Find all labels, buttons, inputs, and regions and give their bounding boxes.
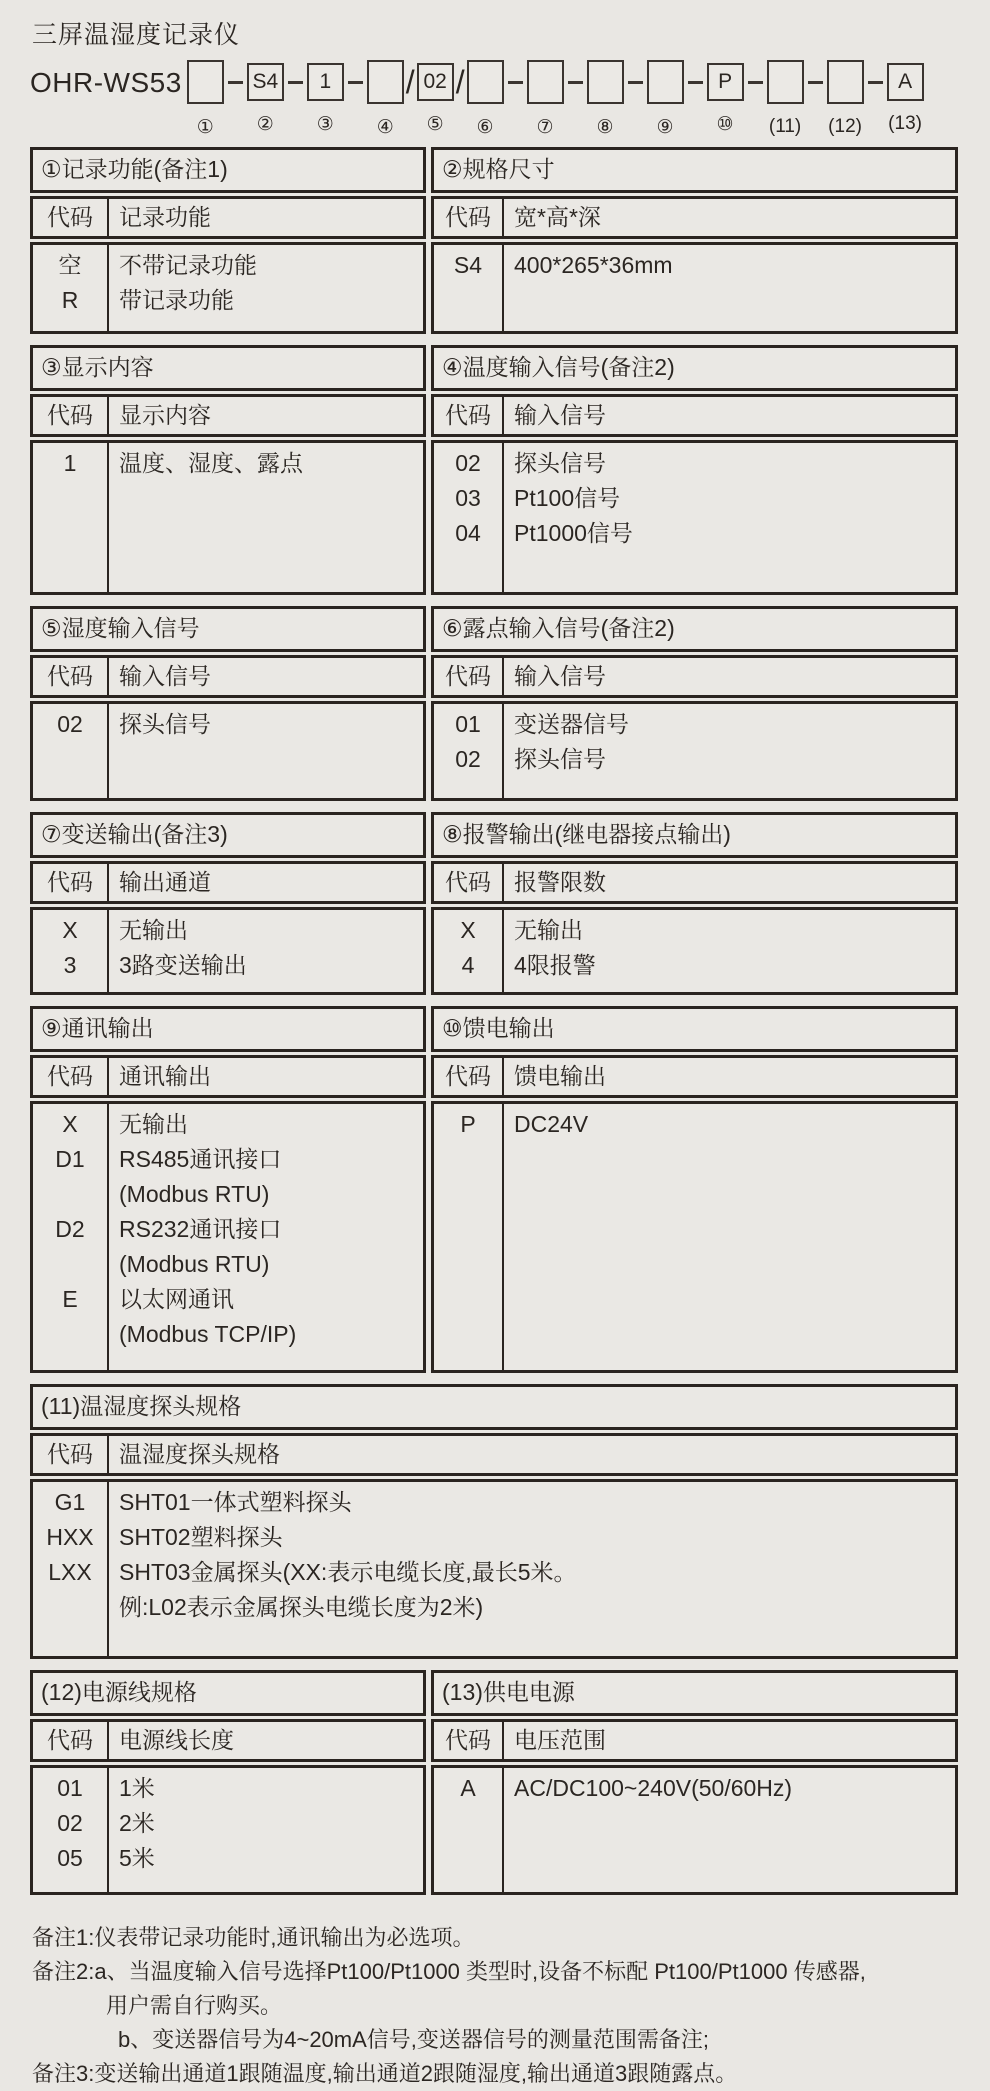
code-column <box>33 1482 109 1656</box>
code-column <box>434 910 504 992</box>
desc-cell: 2米 <box>119 1810 155 1836</box>
section-s11 <box>30 1384 958 1659</box>
model-position-label-12: (12) <box>828 116 862 137</box>
section-body <box>30 907 426 995</box>
dash-icon <box>508 81 523 84</box>
desc-cell: (Modbus RTU) <box>119 1251 270 1277</box>
section-header-row <box>431 1719 958 1762</box>
model-code-box-1 <box>187 60 224 104</box>
footnote-line-1: 备注1:仪表带记录功能时,通讯输出为必选项。 <box>32 1925 475 1950</box>
model-position-8 <box>587 60 624 139</box>
dash-separator <box>568 60 583 104</box>
dash-separator <box>508 60 523 104</box>
product-title: 三屏温湿度记录仪 <box>32 21 241 49</box>
model-position-11 <box>767 60 804 138</box>
code-cell: 01 <box>57 1775 83 1801</box>
column-header-desc: 记录功能 <box>119 204 211 230</box>
model-position-label-5: ⑤ <box>426 114 444 135</box>
column-header-code: 代码 <box>33 864 109 901</box>
column-header-code: 代码 <box>434 658 504 695</box>
desc-column <box>109 443 423 592</box>
section-row-6 <box>30 1384 962 1659</box>
code-cell: G1 <box>54 1489 86 1515</box>
dash-icon <box>868 81 883 84</box>
desc-cell: 带记录功能 <box>119 287 234 313</box>
section-row-7 <box>30 1670 962 1895</box>
dash-separator <box>628 60 643 104</box>
section-title: ⑥露点输入信号(备注2) <box>431 606 958 652</box>
code-column <box>33 1768 109 1892</box>
section-header-row <box>30 1433 958 1476</box>
column-header-desc: 显示内容 <box>119 402 211 428</box>
desc-column <box>109 1482 955 1656</box>
section-s3 <box>30 345 426 595</box>
desc-cell: SHT02塑料探头 <box>119 1524 283 1550</box>
model-position-13 <box>887 60 924 135</box>
section-s8 <box>431 812 958 995</box>
section-body <box>30 440 426 595</box>
code-cell: 4 <box>461 952 475 978</box>
desc-cell: 4限报警 <box>514 952 596 978</box>
desc-column <box>109 1768 423 1892</box>
desc-column <box>109 910 423 992</box>
code-cell: 03 <box>455 485 481 511</box>
model-position-label-4: ④ <box>376 117 394 138</box>
dash-icon <box>568 81 583 84</box>
column-header-code: 代码 <box>434 1058 504 1095</box>
dash-separator <box>348 60 363 104</box>
model-code-box-4 <box>367 60 404 104</box>
dash-icon <box>808 81 823 84</box>
section-row-1 <box>30 147 962 334</box>
desc-column <box>504 245 955 331</box>
model-code-box-7 <box>527 60 564 104</box>
code-cell: 02 <box>455 450 481 476</box>
desc-cell: 温度、湿度、露点 <box>119 450 303 476</box>
column-header-desc: 报警限数 <box>514 869 606 895</box>
desc-cell: 探头信号 <box>119 711 211 737</box>
model-position-12 <box>827 60 864 138</box>
dash-separator <box>228 60 243 104</box>
desc-cell: (Modbus TCP/IP) <box>119 1321 297 1347</box>
model-position-label-13: (13) <box>888 113 922 134</box>
column-header-code: 代码 <box>33 658 109 695</box>
column-header-desc: 电压范围 <box>514 1727 606 1753</box>
section-body <box>30 242 426 334</box>
model-position-label-7: ⑦ <box>536 117 554 138</box>
section-title: ④温度输入信号(备注2) <box>431 345 958 391</box>
section-title: ⑩馈电输出 <box>431 1006 958 1052</box>
slash-separator: / <box>405 63 415 100</box>
code-cell: 02 <box>57 711 83 737</box>
footnote-line-3: 用户需自行购买。 <box>106 1993 283 2018</box>
section-row-4 <box>30 812 962 995</box>
model-code-box-11 <box>767 60 804 104</box>
model-position-10 <box>707 60 744 136</box>
code-column <box>434 443 504 592</box>
footnote-line-4: b、变送器信号为4~20mA信号,变送器信号的测量范围需备注; <box>118 2027 710 2052</box>
model-position-4 <box>367 60 404 139</box>
code-cell: D2 <box>55 1216 85 1242</box>
code-cell: HXX <box>46 1524 94 1550</box>
desc-cell: 1米 <box>119 1775 155 1801</box>
model-position-label-11: (11) <box>768 116 802 137</box>
desc-column <box>504 910 955 992</box>
section-s13 <box>431 1670 958 1895</box>
model-code-box-10: P <box>707 63 744 101</box>
dash-icon <box>228 81 243 84</box>
code-cell <box>33 1177 107 1212</box>
desc-cell: RS485通讯接口 <box>119 1146 282 1172</box>
column-header-code: 代码 <box>434 199 504 236</box>
section-header-row <box>431 196 958 239</box>
model-position-2 <box>247 60 284 136</box>
column-header-code: 代码 <box>33 1722 109 1759</box>
section-header-row <box>431 861 958 904</box>
column-header-code: 代码 <box>434 397 504 434</box>
footnote-line-5: 备注3:变送输出通道1跟随温度,输出通道2跟随湿度,输出通道3跟随露点。 <box>32 2061 738 2086</box>
code-column <box>434 245 504 331</box>
section-body <box>431 1101 958 1373</box>
desc-cell: AC/DC100~240V(50/60Hz) <box>514 1775 793 1801</box>
dash-icon <box>288 81 303 84</box>
model-code-box-5: 02 <box>417 63 454 101</box>
section-body <box>431 242 958 334</box>
column-header-desc: 电源线长度 <box>119 1727 234 1753</box>
dash-separator <box>288 60 303 104</box>
section-s2 <box>431 147 958 334</box>
section-s1 <box>30 147 426 334</box>
dash-separator <box>808 60 823 104</box>
desc-cell: Pt1000信号 <box>514 520 633 546</box>
code-cell: R <box>61 287 79 313</box>
code-column <box>434 1768 504 1892</box>
model-position-6 <box>467 60 504 139</box>
model-position-5 <box>417 60 454 136</box>
section-s10 <box>431 1006 958 1373</box>
code-column <box>33 910 109 992</box>
section-body <box>431 907 958 995</box>
model-code-box-8 <box>587 60 624 104</box>
code-column <box>434 704 504 798</box>
column-header-desc: 温湿度探头规格 <box>119 1441 280 1467</box>
section-header-row <box>30 196 426 239</box>
dash-icon <box>348 81 363 84</box>
desc-column <box>504 1104 955 1370</box>
model-position-label-8: ⑧ <box>596 117 614 138</box>
section-body <box>30 1765 426 1895</box>
code-cell: X <box>460 917 476 943</box>
model-code-diagram <box>30 60 962 139</box>
section-body <box>431 701 958 801</box>
model-code-box-13: A <box>887 63 924 101</box>
code-cell: X <box>62 1111 78 1137</box>
code-column <box>33 704 109 798</box>
code-cell: S4 <box>453 252 483 278</box>
section-header-row <box>30 861 426 904</box>
section-s6 <box>431 606 958 801</box>
section-header-row <box>30 1055 426 1098</box>
model-position-9 <box>647 60 684 139</box>
section-title: ⑧报警输出(继电器接点输出) <box>431 812 958 858</box>
column-header-desc: 输入信号 <box>119 663 211 689</box>
desc-cell: 以太网通讯 <box>119 1286 234 1312</box>
desc-cell: 例:L02表示金属探头电缆长度为2米) <box>119 1594 484 1620</box>
desc-cell: 不带记录功能 <box>119 252 257 278</box>
section-header-row <box>30 655 426 698</box>
section-title: (11)温湿度探头规格 <box>30 1384 958 1430</box>
section-title: ③显示内容 <box>30 345 426 391</box>
dash-separator <box>868 60 883 104</box>
column-header-desc: 宽*高*深 <box>514 204 601 230</box>
desc-cell: RS232通讯接口 <box>119 1216 282 1242</box>
dash-icon <box>748 81 763 84</box>
section-s7 <box>30 812 426 995</box>
model-position-label-2: ② <box>256 114 274 135</box>
column-header-code: 代码 <box>33 199 109 236</box>
code-cell: A <box>460 1775 476 1801</box>
section-header-row <box>431 655 958 698</box>
desc-cell: 3路变送输出 <box>119 952 247 978</box>
code-cell: 02 <box>57 1810 83 1836</box>
section-title: (12)电源线规格 <box>30 1670 426 1716</box>
desc-column <box>109 704 423 798</box>
column-header-desc: 输入信号 <box>514 663 606 689</box>
model-code-box-6 <box>467 60 504 104</box>
desc-cell: 无输出 <box>119 917 188 943</box>
section-title: (13)供电电源 <box>431 1670 958 1716</box>
section-body <box>431 440 958 595</box>
model-position-label-10: ⑩ <box>716 114 734 135</box>
model-code-box-3: 1 <box>307 63 344 101</box>
section-s12 <box>30 1670 426 1895</box>
code-cell: X <box>62 917 78 943</box>
desc-cell: (Modbus RTU) <box>119 1181 270 1207</box>
column-header-desc: 馈电输出 <box>514 1063 606 1089</box>
column-header-code: 代码 <box>434 1722 504 1759</box>
code-cell: LXX <box>48 1559 92 1585</box>
column-header-desc: 通讯输出 <box>119 1063 211 1089</box>
desc-cell: 无输出 <box>119 1111 188 1137</box>
code-cell <box>33 1317 107 1352</box>
section-row-3 <box>30 606 962 801</box>
model-position-label-6: ⑥ <box>476 117 494 138</box>
code-cell <box>33 1590 107 1625</box>
desc-cell: 400*265*36mm <box>514 252 673 278</box>
code-cell: 05 <box>57 1845 83 1871</box>
code-cell: 04 <box>455 520 481 546</box>
code-cell: 3 <box>63 952 77 978</box>
code-column <box>33 245 109 331</box>
column-header-code: 代码 <box>33 397 109 434</box>
section-body <box>30 1479 958 1659</box>
section-s9 <box>30 1006 426 1373</box>
column-header-desc: 输出通道 <box>119 869 211 895</box>
code-column <box>434 1104 504 1370</box>
desc-cell: SHT01一体式塑料探头 <box>119 1489 352 1515</box>
desc-column <box>504 1768 955 1892</box>
desc-cell: 无输出 <box>514 917 583 943</box>
code-cell: E <box>62 1286 78 1312</box>
section-header-row <box>30 394 426 437</box>
section-s5 <box>30 606 426 801</box>
model-code-box-9 <box>647 60 684 104</box>
code-cell: D1 <box>55 1146 85 1172</box>
code-column <box>33 443 109 592</box>
slash-separator: / <box>455 63 465 100</box>
model-code-box-2: S4 <box>247 63 284 101</box>
section-body <box>30 701 426 801</box>
desc-cell: 探头信号 <box>514 746 606 772</box>
desc-cell: DC24V <box>514 1111 589 1137</box>
section-title: ⑨通讯输出 <box>30 1006 426 1052</box>
desc-column <box>109 1104 423 1370</box>
desc-column <box>504 704 955 798</box>
model-position-3 <box>307 60 344 136</box>
code-cell: P <box>460 1111 476 1137</box>
model-code-box-12 <box>827 60 864 104</box>
dash-separator <box>688 60 703 104</box>
model-prefix: OHR-WS53 <box>30 67 182 98</box>
dash-icon <box>688 81 703 84</box>
section-title: ①记录功能(备注1) <box>30 147 426 193</box>
section-header-row <box>30 1719 426 1762</box>
model-position-1 <box>187 60 224 139</box>
section-row-5 <box>30 1006 962 1373</box>
desc-column <box>504 443 955 592</box>
desc-cell: Pt100信号 <box>514 485 621 511</box>
code-cell: 02 <box>455 746 481 772</box>
section-row-2 <box>30 345 962 595</box>
section-title: ⑦变送输出(备注3) <box>30 812 426 858</box>
dash-separator <box>748 60 763 104</box>
section-s4 <box>431 345 958 595</box>
code-cell: 空 <box>58 252 82 278</box>
section-header-row <box>431 394 958 437</box>
footnote-line-2: 备注2:a、当温度输入信号选择Pt100/Pt1000 类型时,设备不标配 Pt100/Pt1000 传感器, <box>32 1959 866 1984</box>
model-position-label-9: ⑨ <box>656 117 674 138</box>
model-position-7 <box>527 60 564 139</box>
column-header-code: 代码 <box>434 864 504 901</box>
desc-cell: 探头信号 <box>514 450 606 476</box>
desc-cell: 变送器信号 <box>514 711 629 737</box>
section-title: ⑤湿度输入信号 <box>30 606 426 652</box>
section-title: ②规格尺寸 <box>431 147 958 193</box>
ordering-code-tables <box>30 147 962 1895</box>
section-body <box>431 1765 958 1895</box>
footnotes <box>30 1921 962 2091</box>
dash-icon <box>628 81 643 84</box>
code-cell <box>33 1247 107 1282</box>
model-position-label-1: ① <box>196 117 214 138</box>
code-cell: 1 <box>63 450 77 476</box>
model-code-boxes <box>187 60 924 139</box>
column-header-code: 代码 <box>33 1436 109 1473</box>
desc-cell: SHT03金属探头(XX:表示电缆长度,最长5米。 <box>119 1559 577 1585</box>
desc-cell: 5米 <box>119 1845 155 1871</box>
column-header-code: 代码 <box>33 1058 109 1095</box>
code-cell: 01 <box>455 711 481 737</box>
code-column <box>33 1104 109 1370</box>
column-header-desc: 输入信号 <box>514 402 606 428</box>
model-position-label-3: ③ <box>316 114 334 135</box>
section-body <box>30 1101 426 1373</box>
section-header-row <box>431 1055 958 1098</box>
desc-column <box>109 245 423 331</box>
